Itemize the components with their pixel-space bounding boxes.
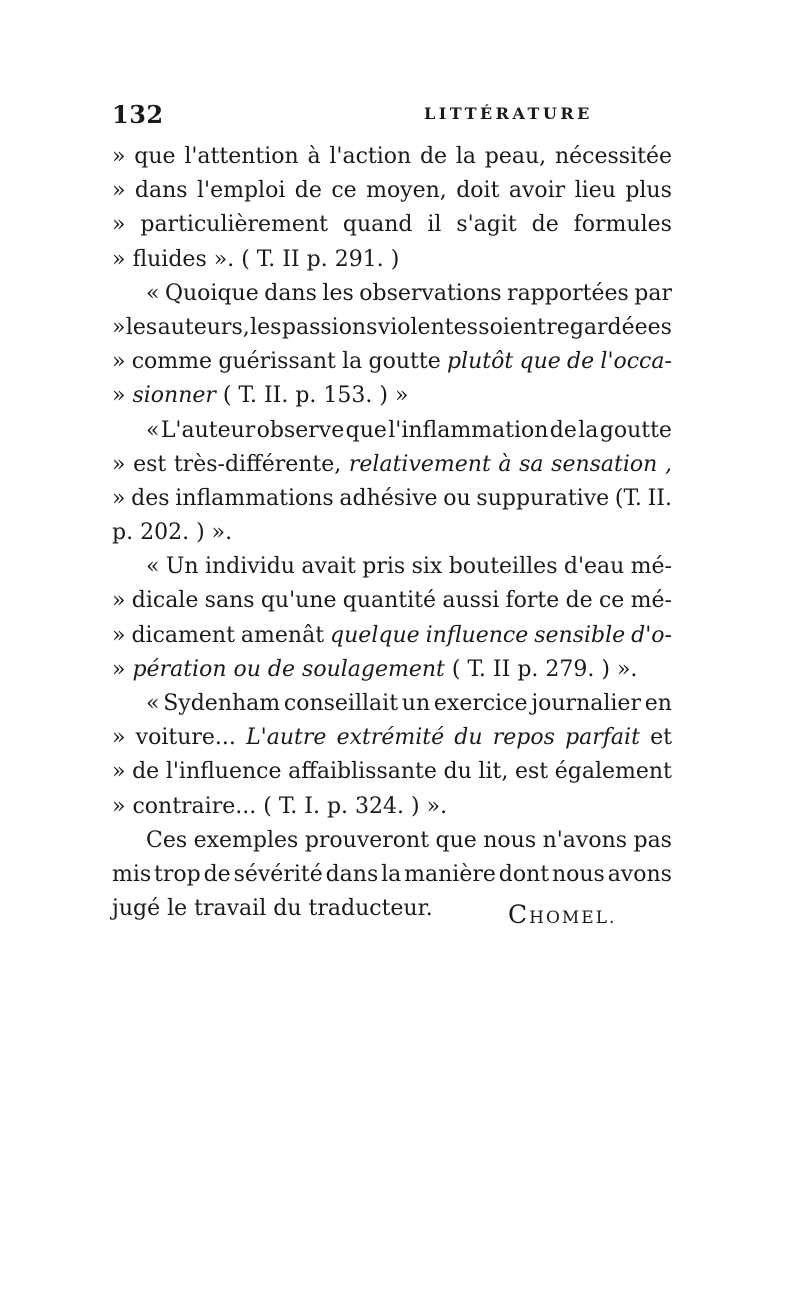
word: et [650,725,672,751]
quote-mark: » [112,656,126,682]
word: nous [483,827,537,853]
word: soient [478,314,546,340]
italic-word: du [454,725,483,751]
italic-word: extrémité [336,725,445,751]
word: pris [362,554,406,580]
word: forte [505,588,560,614]
word: manière [404,861,496,887]
italic-word: ou [233,656,261,682]
text-line [112,311,672,345]
word: conseillait [283,691,399,716]
word: de [565,588,593,614]
author-signature [508,900,628,936]
word: dicale [131,588,199,614]
signature-initial: C [508,900,530,929]
italic-word: soulagement [302,656,445,682]
word: contraire... [132,793,257,819]
word: la [381,861,402,887]
word: lit, [478,759,509,785]
word: ». [616,656,638,682]
quote-mark: » [112,622,126,648]
word: pas [633,827,672,853]
word: de [531,212,559,238]
word: II. [647,485,672,511]
italic-word: repos [492,725,555,751]
word: le [167,896,188,922]
quote-mark: « [146,417,160,443]
word: les [322,280,354,306]
italic-word: sensible [534,622,626,648]
word: T. [238,383,257,409]
word: mis [112,861,152,887]
word: 202. [140,520,190,546]
italic-word: l'occa- [600,349,672,375]
word: de [549,417,577,443]
italic-word: influence [425,622,529,648]
word: la [455,144,477,169]
word: T. [278,793,298,819]
word: l'influence [165,759,282,785]
word: 279. [545,656,595,682]
text-line [112,379,672,413]
word: rapportées [507,280,629,306]
word: plus [625,178,672,204]
word: de [132,759,160,785]
text-line [112,243,672,277]
word: II [282,246,300,272]
word: moyen, [366,178,447,204]
word: nous [551,861,605,887]
word: dont [498,861,550,887]
quote-mark: » [112,793,126,819]
text-line [112,584,672,618]
word: p. [306,246,328,272]
word: regardéees [546,314,672,340]
word: ( [222,383,232,409]
quote-mark: « [146,691,160,716]
word: ou [443,485,471,511]
text-line [112,208,672,242]
word: du [273,896,302,922]
word: des [131,485,170,511]
word: avoir [508,178,566,204]
quote-mark: » [112,451,126,477]
word: par [634,280,672,306]
word: guérissant [218,349,336,375]
word: qu'une [260,588,337,614]
word: à [307,144,321,169]
word: l'inflammation [388,417,549,443]
quote-mark: » [112,178,126,204]
word: lieu [574,178,616,204]
word: formules [573,212,672,238]
word: aussi [442,588,500,614]
italic-word: , [664,451,672,477]
quote-mark: « [146,280,160,306]
word: prouveront [304,827,430,853]
word: ) [390,246,400,272]
text-line [112,482,672,516]
word: auteurs, [157,314,250,340]
word: violentes [377,314,478,340]
review-text [112,140,672,926]
word: » [394,383,409,409]
italic-word: L'autre [246,725,327,751]
word: avait [301,554,356,580]
word: ) [379,383,388,409]
word: sans [204,588,255,614]
quote-mark: » [112,144,126,169]
text-line [112,550,672,584]
word: voiture... [135,725,236,751]
word: T. [467,656,486,682]
word: avons [607,861,672,887]
page-number: 132 [112,100,164,129]
text-line [112,824,672,858]
quote-mark: » [112,485,126,511]
text-line [112,174,672,208]
word: (T. [614,485,642,511]
italic-word: sa [519,451,544,477]
word: que [134,144,176,169]
word: dans [134,178,188,204]
word: quand [342,212,413,238]
text-line [112,414,672,448]
word: du [443,759,472,785]
text-line [112,345,672,379]
word: un [401,691,431,716]
italic-word: pération [132,656,227,682]
word: sévérité [233,861,323,887]
word: de [419,144,448,169]
word: ( [241,246,250,272]
word: l'action [329,144,412,169]
word: goutte [599,417,672,443]
word: p. [112,520,134,546]
word: exercice [433,691,528,716]
text-line [112,721,672,755]
word: Ces [146,827,188,853]
word: est [133,451,167,477]
italic-word: sionner [132,383,216,409]
word: n'avons [542,827,628,853]
quote-mark: » [112,212,126,238]
quote-mark: » [112,349,126,375]
word: s'agit [456,212,517,238]
word: mé- [630,554,672,580]
word: journalier [531,691,641,716]
quote-mark: » [112,314,126,340]
italic-word: de [567,349,595,375]
word: T. [256,246,276,272]
word: quantité [342,588,437,614]
word: exemples [193,827,299,853]
word: 153. [323,383,373,409]
word: de [203,861,231,887]
word: adhésive [339,485,438,511]
quote-mark: « [146,554,160,580]
word: I. [304,793,320,819]
word: goutte [368,349,441,375]
text-line [112,140,672,174]
word: la [578,417,599,443]
word: l'emploi [196,178,286,204]
word: de [294,178,322,204]
word: peau, [484,144,547,169]
text-line [112,448,672,482]
word: l'attention [184,144,299,169]
word: nécessitée [554,144,672,169]
word: L'auteur [160,417,256,443]
italic-word: sensation [551,451,658,477]
word: suppurative [476,485,610,511]
signature-rest: HOMEL. [529,908,617,928]
word: six [411,554,443,580]
word: Quoique [164,280,259,306]
word: Sydenham [163,691,281,716]
italic-word: de [267,656,296,682]
word: ». [211,520,233,546]
word: p. [517,656,539,682]
word: particulièrement [140,212,328,238]
word: très-différente, [173,451,342,477]
word: est [514,759,549,785]
word: observations [359,280,502,306]
word: ( [263,793,272,819]
text-line [112,687,672,721]
word: dans [325,861,379,887]
word: affaiblissante [288,759,437,785]
word: il [427,212,442,238]
word: amenât [240,622,325,648]
italic-word: d'o- [631,622,672,648]
word: ( [451,656,461,682]
quote-mark: » [112,246,126,272]
word: trop [154,861,201,887]
word: ) [196,520,205,546]
word: fluides [132,246,207,272]
word: 324. [355,793,405,819]
quote-mark: » [112,759,126,785]
word: ) [601,656,610,682]
running-title: LITTÉRATURE [424,104,593,123]
word: II. [263,383,289,409]
word: inflammations [175,485,334,511]
quote-mark: » [112,725,126,751]
word: II [492,656,511,682]
word: dicament [131,622,235,648]
text-line [112,790,672,824]
word: individu [204,554,295,580]
page-header [112,100,672,130]
word: les [250,314,282,340]
word: ) [411,793,420,819]
word: p. [295,383,317,409]
text-line [112,619,672,653]
italic-word: relativement [348,451,491,477]
word: doit [456,178,500,204]
word: ce [598,588,625,614]
word: la [342,349,363,375]
word: p. [326,793,349,819]
word: traducteur. [308,896,433,922]
text-line [112,516,672,550]
word: d'eau [563,554,625,580]
word: également [554,759,672,785]
word: en [644,691,672,716]
italic-word: à [498,451,512,477]
text-line [112,653,672,687]
italic-word: parfait [565,725,640,751]
word: comme [131,349,213,375]
word: 291. [334,246,384,272]
word: Un [165,554,199,580]
italic-word: quelque [330,622,420,648]
italic-word: que [519,349,561,375]
word: ». [426,793,448,819]
word: passions [281,314,378,340]
word: ce [331,178,357,204]
word: dans [264,280,317,306]
word: que [435,827,477,853]
text-line [112,277,672,311]
word: observe [256,417,345,443]
word: bouteilles [448,554,558,580]
text-line [112,755,672,789]
word: mé- [630,588,672,614]
word: travail [194,896,267,922]
word: jugé [112,896,161,922]
italic-word: plutôt [447,349,514,375]
quote-mark: » [112,383,126,409]
quote-mark: » [112,588,126,614]
word: les [125,314,158,340]
text-line [112,858,672,892]
word: que [345,417,387,443]
word: ». [213,246,235,272]
